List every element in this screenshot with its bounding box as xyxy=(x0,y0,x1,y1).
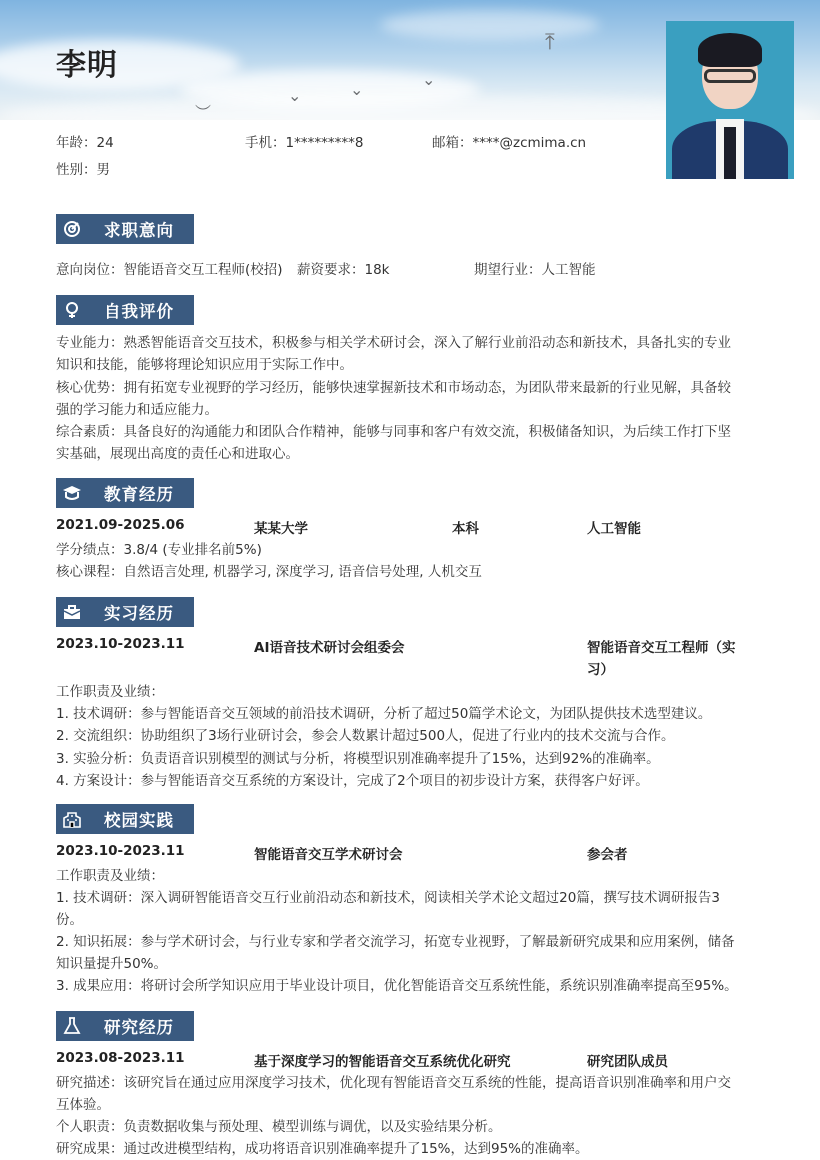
self-eval-line: 实基础，展现出高度的责任心和进取心。 xyxy=(56,446,299,462)
section-title: 实习经历 xyxy=(104,604,174,623)
research-line: 研究成果：通过改进模型结构，成功将语音识别准确率提升了15%，达到95%的准确率。 xyxy=(56,1141,589,1157)
school-building-icon xyxy=(58,804,86,834)
intern-period: 2023.10-2023.11 xyxy=(56,636,185,652)
edu-school: 某某大学 xyxy=(254,521,308,537)
email-field: 邮箱：****@zcmima.cn xyxy=(432,135,587,151)
expected-salary: 薪资要求：18k xyxy=(297,262,390,278)
bird-icon: ⌄ xyxy=(422,70,436,89)
section-title: 校园实践 xyxy=(104,811,174,830)
campus-line: 2. 知识拓展：参与学术研讨会，与行业专家和学者交流学习，拓宽专业视野，了解最新研究成果和应用案例，储备 xyxy=(56,934,735,950)
section-title: 自我评价 xyxy=(104,302,174,321)
expected-industry: 期望行业：人工智能 xyxy=(474,262,596,278)
self-eval-line: 强的学习能力和适应能力。 xyxy=(56,402,218,418)
campus-line: 1. 技术调研：深入调研智能语音交互行业前沿动态和新技术，阅读相关学术论文超过20篇，撰写技术调研报告3 xyxy=(56,890,720,906)
bird-icon: ︶ xyxy=(195,103,212,120)
research-role: 研究团队成员 xyxy=(587,1054,668,1070)
self-eval-line: 专业能力：熟悉智能语音交互技术，积极参与相关学术研讨会，深入了解行业前沿动态和新技术，具备扎实的专业 xyxy=(56,335,731,351)
research-project: 基于深度学习的智能语音交互系统优化研究 xyxy=(254,1054,511,1070)
section-header-internship xyxy=(56,597,194,627)
section-header-job-intent xyxy=(56,214,194,244)
intended-position: 意向岗位：智能语音交互工程师(校招) xyxy=(56,262,283,278)
intern-line: 2. 交流组织：协助组织了3场行业研讨会，参会人数累计超过500人，促进了行业内的技术交流与合作。 xyxy=(56,728,675,744)
research-line: 研究描述：该研究旨在通过应用深度学习技术，优化现有智能语音交互系统的性能，提高语音识别准确率和用户交 xyxy=(56,1075,731,1091)
bird-icon: ⌄ xyxy=(350,80,364,99)
intern-line: 3. 实验分析：负责语音识别模型的测试与分析，将模型识别准确率提升了15%，达到92%的准确率。 xyxy=(56,751,660,767)
candidate-name: 李明 xyxy=(56,48,118,83)
intern-role: 智能语音交互工程师（实 xyxy=(587,640,736,656)
self-eval-line: 知识和技能，能够将理论知识应用于实际工作中。 xyxy=(56,357,353,373)
campus-line: 工作职责及业绩： xyxy=(56,868,164,884)
intern-line: 工作职责及业绩： xyxy=(56,684,164,700)
intern-line: 1. 技术调研：参与智能语音交互领域的前沿技术调研，分析了超过50篇学术论文，为团队提供技术选型建议。 xyxy=(56,706,712,722)
phone-field: 手机：1*********8 xyxy=(245,135,364,151)
gender-field: 性别：男 xyxy=(56,162,110,178)
intern-line: 4. 方案设计：参与智能语音交互系统的方案设计，完成了2个项目的初步设计方案，获得客户好评。 xyxy=(56,773,649,789)
section-header-research xyxy=(56,1011,194,1041)
edu-period: 2021.09-2025.06 xyxy=(56,517,185,533)
age-field: 年龄：24 xyxy=(56,135,114,151)
profile-photo xyxy=(666,21,794,179)
campus-period: 2023.10-2023.11 xyxy=(56,843,185,859)
section-title: 求职意向 xyxy=(104,221,174,240)
lightbulb-icon xyxy=(58,295,86,325)
briefcase-icon xyxy=(58,597,86,627)
intern-org: AI语音技术研讨会组委会 xyxy=(254,640,405,656)
campus-role: 参会者 xyxy=(587,847,628,863)
edu-degree: 本科 xyxy=(452,521,479,537)
campus-line: 知识量提升50%。 xyxy=(56,956,168,972)
bird-icon: ⤒ xyxy=(545,30,555,55)
section-header-education xyxy=(56,478,194,508)
campus-line: 3. 成果应用：将研讨会所学知识应用于毕业设计项目，优化智能语音交互系统性能，系统识别准确率提高至95%。 xyxy=(56,978,738,994)
research-line: 互体验。 xyxy=(56,1097,110,1113)
edu-major: 人工智能 xyxy=(587,521,641,537)
research-line: 个人职责：负责数据收集与预处理、模型训练与调优，以及实验结果分析。 xyxy=(56,1119,502,1135)
section-header-campus xyxy=(56,804,194,834)
bird-icon: ⌄ xyxy=(288,86,302,105)
self-eval-line: 核心优势：拥有拓宽专业视野的学习经历，能够快速掌握新技术和市场动态，为团队带来最新的行业见解，具备较 xyxy=(56,380,731,396)
edu-courses: 核心课程：自然语言处理, 机器学习, 深度学习, 语音信号处理, 人机交互 xyxy=(56,564,482,580)
campus-org: 智能语音交互学术研讨会 xyxy=(254,847,403,863)
graduation-cap-icon xyxy=(58,478,86,508)
section-title: 研究经历 xyxy=(104,1018,174,1037)
research-period: 2023.08-2023.11 xyxy=(56,1050,185,1066)
campus-line: 份。 xyxy=(56,912,83,928)
edu-gpa: 学分绩点：3.8/4 (专业排名前5%) xyxy=(56,542,262,558)
section-title: 教育经历 xyxy=(104,485,174,504)
flask-icon xyxy=(58,1011,86,1041)
self-eval-line: 综合素质：具备良好的沟通能力和团队合作精神，能够与同事和客户有效交流，积极储备知识，为后续工作打下坚 xyxy=(56,424,731,440)
intern-role-cont: 习） xyxy=(587,662,614,678)
target-icon xyxy=(58,214,86,244)
section-header-self-eval xyxy=(56,295,194,325)
